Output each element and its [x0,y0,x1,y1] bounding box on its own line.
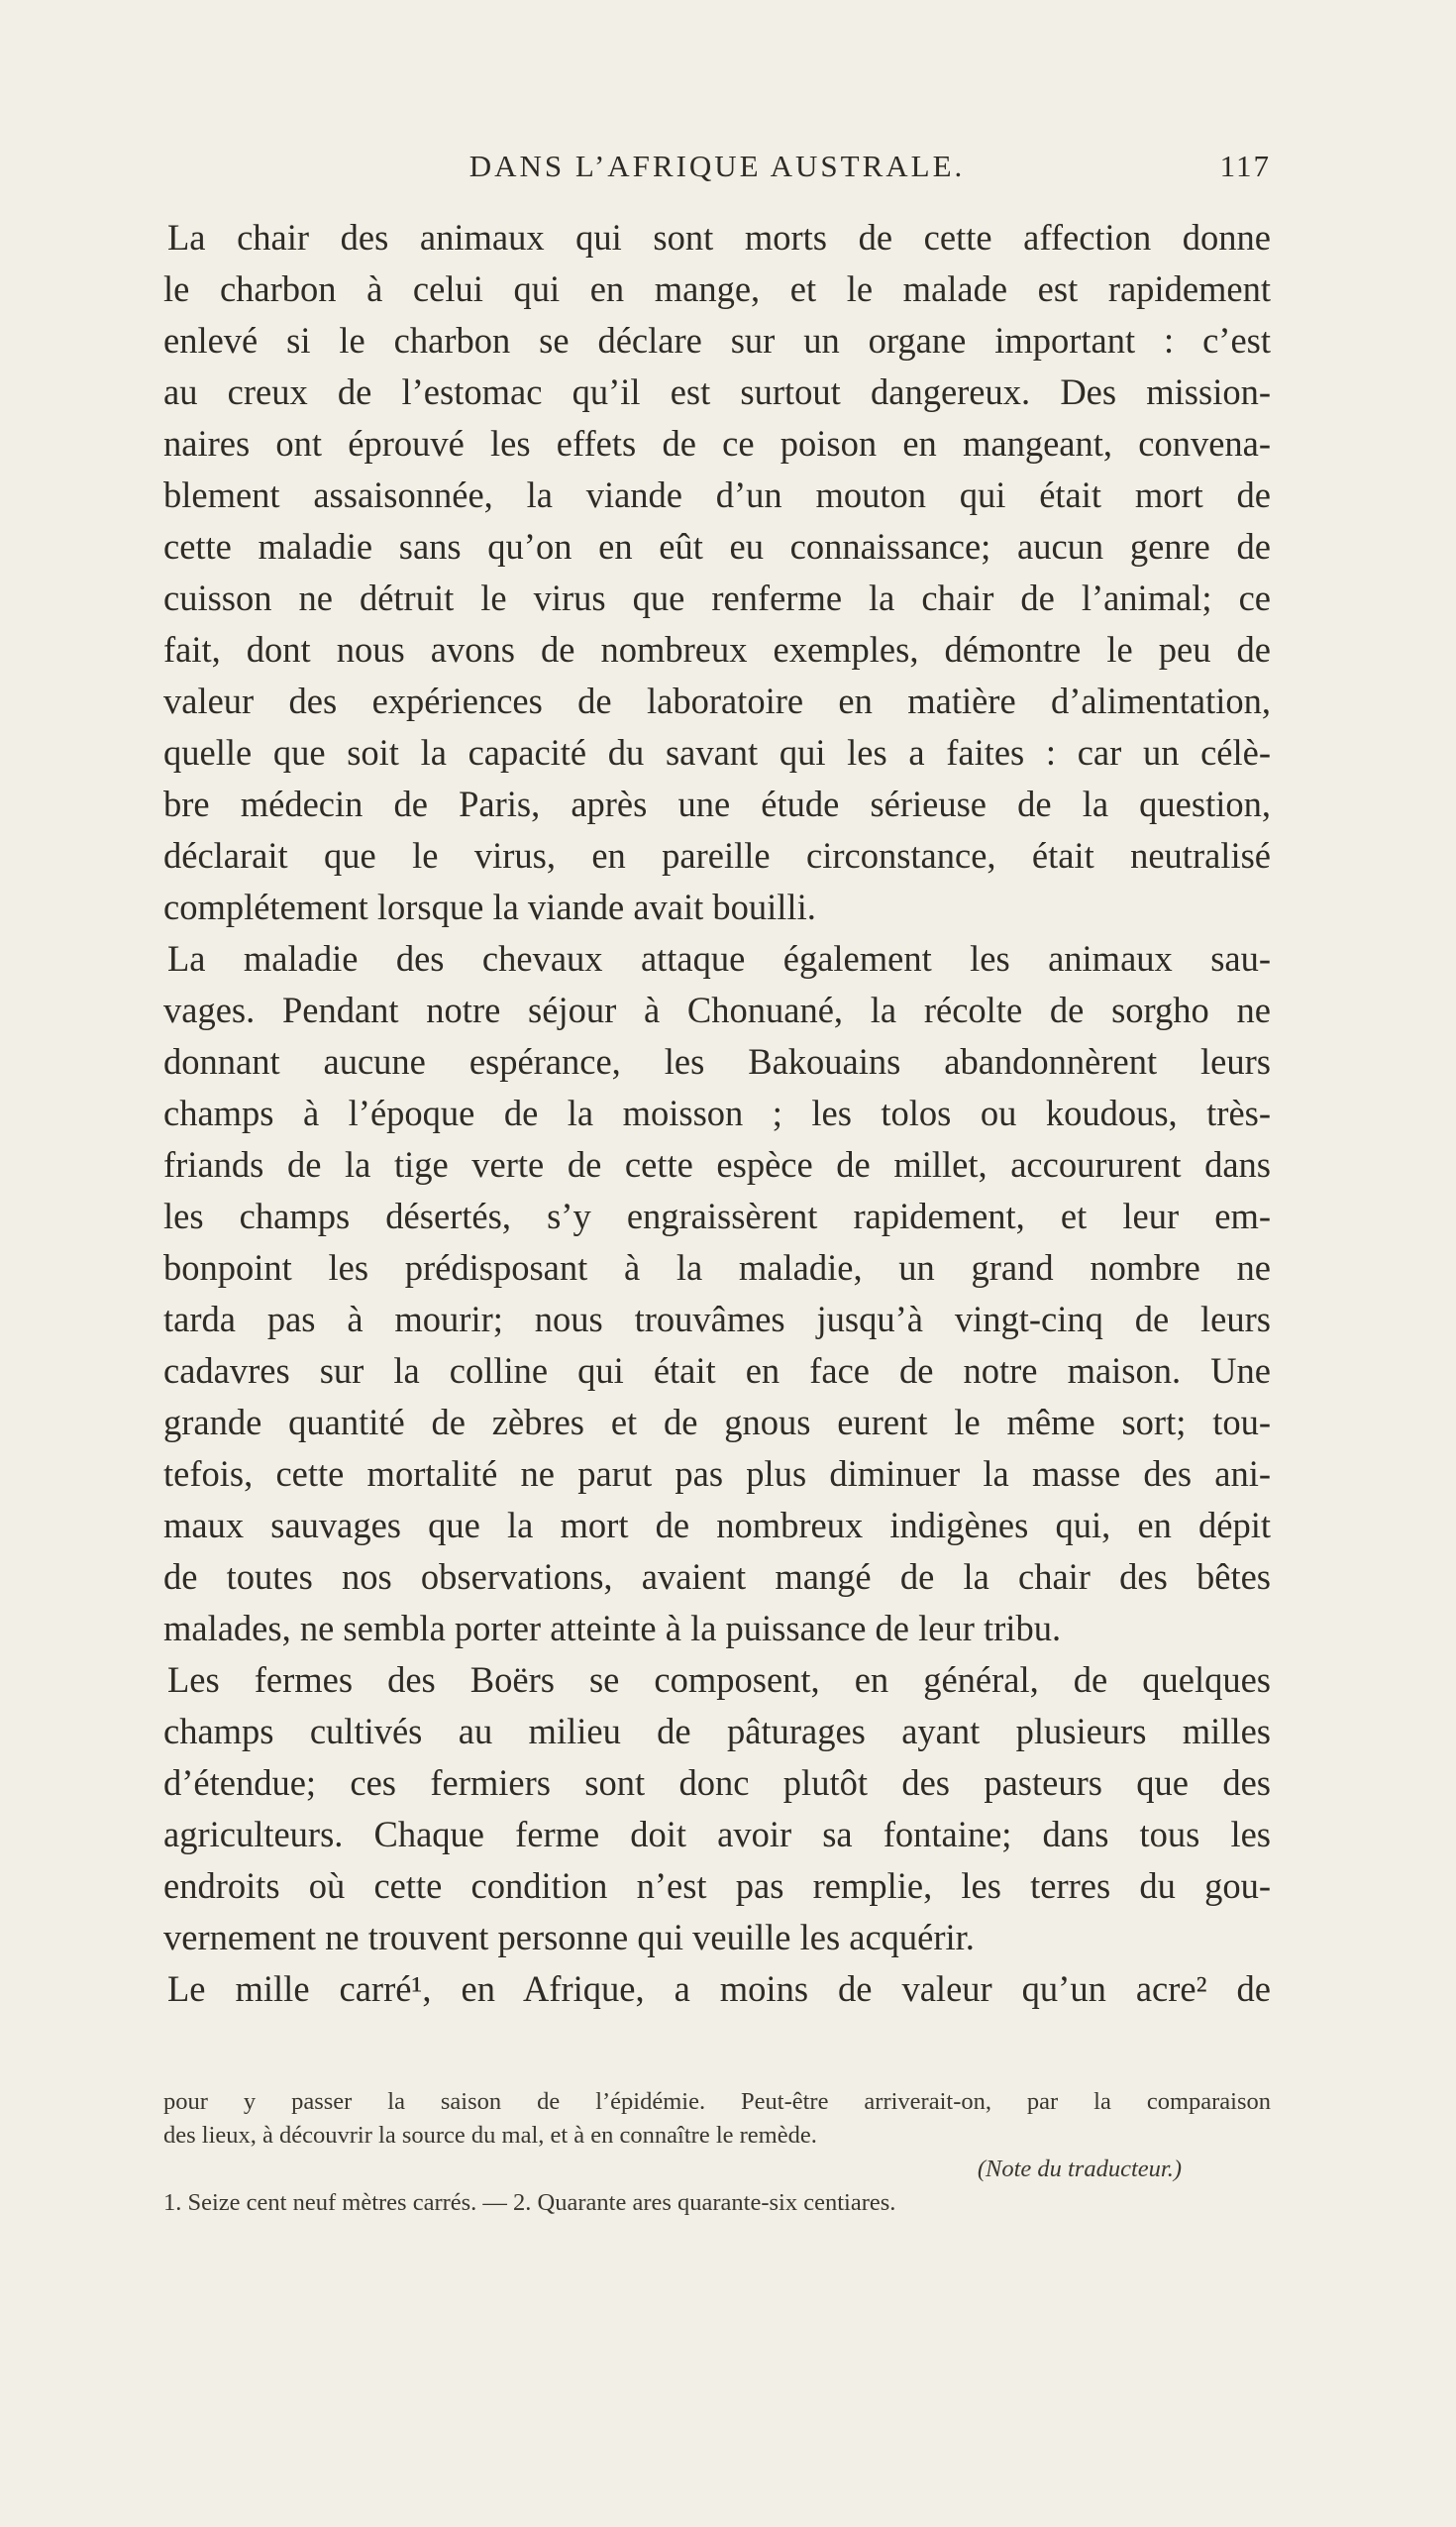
text-line: malades, ne sembla porter atteinte à la puissance de leur tribu. [163,1608,1062,1648]
text-line: blement assaisonnée, la viande d’un mouton qui était mort de [163,474,1271,515]
text-line: au creux de l’estomac qu’il est surtout dangereux. Des mission- [163,371,1271,412]
text-line: maux sauvages que la mort de nombreux indigènes qui, en dépit [163,1505,1271,1545]
text-line: les champs désertés, s’y engraissèrent rapidement, et leur em- [163,1196,1271,1236]
text-line: complétement lorsque la viande avait bouilli. [163,887,816,927]
text-line: cette maladie sans qu’on en eût eu connaissance; aucun genre de [163,526,1271,567]
translator-note: (Note du traducteur.) [977,2156,1182,2182]
page-number: 117 [1219,149,1271,183]
text-line: vages. Pendant notre séjour à Chonuané, la récolte de sorgho ne [163,990,1271,1030]
text-line: donnant aucune espérance, les Bakouains abandonnèrent leurs [163,1041,1271,1082]
text-line: cuisson ne détruit le virus que renferme la chair de l’animal; ce [163,578,1271,618]
text-line: La chair des animaux qui sont morts de cette affection donne [167,217,1271,258]
text-line: enlevé si le charbon se déclare sur un organe important : c’est [163,320,1271,361]
text-line: Les fermes des Boërs se composent, en général, de quelques [167,1659,1271,1700]
text-line: grande quantité de zèbres et de gnous eurent le même sort; tou- [163,1402,1271,1442]
text-line: valeur des expériences de laboratoire en matière d’alimentation, [163,681,1271,721]
text-line: bonpoint les prédisposant à la maladie, un grand nombre ne [163,1247,1271,1288]
text-line: d’étendue; ces fermiers sont donc plutôt des pasteurs que des [163,1762,1271,1803]
text-line: naires ont éprouvé les effets de ce poison en mangeant, convena- [163,423,1271,464]
footnote-line: pour y passer la saison de l’épidémie. Peut-être arriverait-on, par la comparaison [163,2088,1271,2115]
text-line: La maladie des chevaux attaque également les animaux sau- [167,938,1271,979]
text-line: quelle que soit la capacité du savant qui les a faites : car un célè- [163,732,1271,773]
text-line: déclarait que le virus, en pareille circonstance, était neutralisé [163,835,1271,876]
text-line: champs cultivés au milieu de pâturages ayant plusieurs milles [163,1711,1271,1751]
footnote-line: des lieux, à découvrir la source du mal, et à en connaître le remède. [163,2122,817,2149]
text-line: vernement ne trouvent personne qui veuille les acquérir. [163,1917,975,1957]
text-line: fait, dont nous avons de nombreux exemples, démontre le peu de [163,629,1271,670]
text-line: cadavres sur la colline qui était en face de notre maison. Une [163,1350,1271,1391]
text-line: le charbon à celui qui en mange, et le malade est rapidement [163,268,1271,309]
footnote-references: 1. Seize cent neuf mètres carrés. — 2. Quarante ares quarante-six centiares. [163,2189,896,2216]
running-head [163,149,1271,198]
text-line: bre médecin de Paris, après une étude sérieuse de la question, [163,784,1271,824]
text-line: de toutes nos observations, avaient mangé de la chair des bêtes [163,1556,1271,1597]
text-line: friands de la tige verte de cette espèce de millet, accoururent dans [163,1144,1271,1185]
text-line: champs à l’époque de la moisson ; les tolos ou koudous, très- [163,1093,1271,1133]
text-line: tefois, cette mortalité ne parut pas plus diminuer la masse des ani- [163,1453,1271,1494]
body-text [163,212,1271,2015]
running-title: DANS L’AFRIQUE AUSTRALE. [468,149,966,183]
text-line: Le mille carré¹, en Afrique, a moins de valeur qu’un acre² de [167,1968,1271,2009]
text-line: tarda pas à mourir; nous trouvâmes jusqu’à vingt-cinq de leurs [163,1299,1271,1339]
text-line: endroits où cette condition n’est pas remplie, les terres du gou- [163,1865,1271,1906]
text-line: agriculteurs. Chaque ferme doit avoir sa fontaine; dans tous les [163,1814,1271,1854]
footnotes [163,2085,1271,2220]
